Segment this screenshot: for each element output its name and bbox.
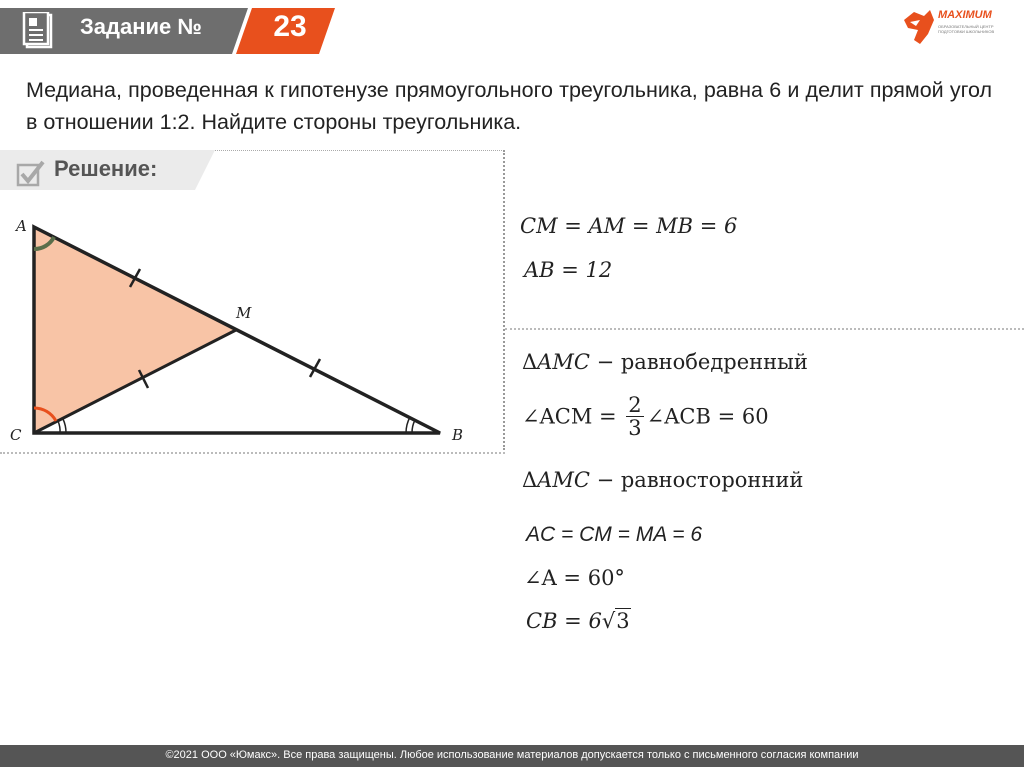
math-line-isosceles: ΔAMC − равнобедренный [522, 350, 808, 374]
divider-bottom [0, 452, 505, 454]
label-m: M [236, 304, 252, 322]
triangle-diagram [0, 205, 500, 450]
math-line-cb: CB = 6√3 [526, 609, 630, 633]
angle-arc-b-1 [412, 420, 415, 433]
math-line-equilateral: ΔAMC − равносторонний [522, 468, 804, 492]
logo-subtext: ОБРАЗОВАТЕЛЬНЫЙ ЦЕНТР ПОДГОТОВКИ ШКОЛЬНИКОВ [938, 24, 995, 34]
label-c: C [10, 426, 22, 444]
angle-arc-c-1 [58, 421, 60, 433]
triangle-amc-fill [34, 227, 236, 433]
task-number: 23 [273, 10, 307, 43]
math-line-angle-acm: ∠ACM = $\frac{2}{3}$ ∠ACB = 60 [522, 393, 769, 440]
math-line-sides: AC = CM = MA = 6 [526, 523, 703, 546]
divider-vertical [503, 150, 505, 450]
task-text: Медиана, проведенная к гипотенузе прямоугольного треугольника, равна 6 и делит прямой угол в отношении 1:2. Найдите стороны треугольника. [26, 78, 992, 134]
footer-text: ©2021 ООО «Юмакс». Все права защищены. Любое использование материалов допускается только с письменного согласия компании [165, 749, 859, 761]
header-title: Задание № [80, 14, 202, 39]
logo-text: MAXIMUM [938, 9, 992, 21]
label-b: B [452, 426, 464, 444]
footer [0, 745, 1024, 767]
fraction-two-thirds: $\frac{2}{3}$ [628, 393, 642, 440]
solution-label: Решение: [54, 156, 158, 181]
math-line-cm: CM = AM = MB = 6 [520, 214, 738, 238]
label-a: A [16, 217, 27, 235]
header [0, 0, 1024, 62]
divider-middle [505, 328, 1024, 330]
math-line-ab: AB = 12 [524, 258, 613, 282]
document-icon [22, 12, 56, 50]
math-line-angle-a: ∠A = 60° [524, 566, 625, 590]
angle-arc-c-2 [63, 419, 66, 433]
angle-arc-b-2 [406, 417, 410, 433]
checkbox-icon [16, 160, 46, 188]
